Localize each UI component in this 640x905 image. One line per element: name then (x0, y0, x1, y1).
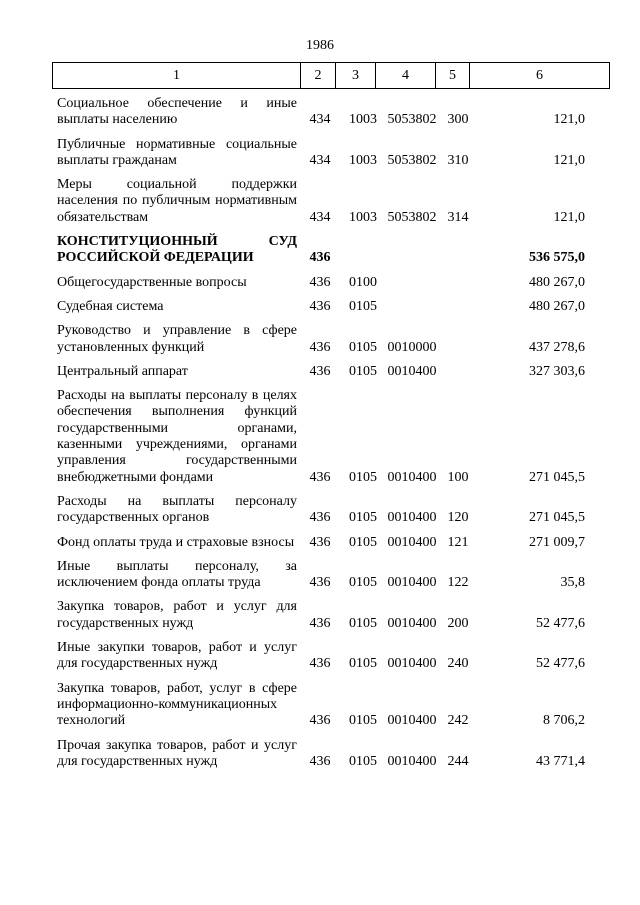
row-section-code: 0105 (349, 534, 377, 550)
row-name: Общегосударственные вопросы (57, 274, 247, 290)
row-ministry-code: 436 (309, 274, 331, 290)
row-section-code: 1003 (349, 152, 377, 168)
row-amount: 121,0 (553, 152, 585, 168)
row-section-code: 0105 (349, 363, 377, 379)
row-target-code: 0010400 (387, 713, 437, 729)
header-col-5: 5 (435, 63, 469, 88)
row-expense-type: 200 (447, 615, 469, 631)
row-section-code: 0105 (349, 615, 377, 631)
row-ministry-code: 434 (309, 112, 331, 128)
row-ministry-code: 436 (309, 250, 331, 266)
row-name: Иные выплаты персоналу, за исключением фонда оплаты труда (57, 558, 297, 591)
table-row (57, 738, 585, 771)
table-row (57, 299, 585, 315)
table-row (57, 96, 585, 129)
row-name: Социальное обеспечение и иные выплаты населению (57, 96, 297, 128)
table-body (57, 96, 585, 778)
row-target-code: 0010400 (387, 753, 437, 769)
row-target-code: 0010400 (387, 469, 437, 485)
row-ministry-code: 436 (309, 469, 331, 485)
table-row (57, 234, 585, 267)
row-target-code: 0010400 (387, 615, 437, 631)
table-row (57, 599, 585, 632)
row-amount: 536 575,0 (529, 250, 585, 266)
row-expense-type: 244 (447, 753, 469, 769)
row-name: Расходы на выплаты персоналу в целях обеспечения выполнения функций государственными органами, казенными учреждениями, органами управления государственными внебюджетными фондами (57, 388, 297, 485)
row-ministry-code: 436 (309, 534, 331, 550)
row-ministry-code: 436 (309, 339, 331, 355)
table-row (57, 275, 585, 291)
row-section-code: 1003 (349, 112, 377, 128)
row-ministry-code: 436 (309, 363, 331, 379)
row-expense-type: 122 (447, 575, 469, 591)
row-expense-type: 310 (447, 152, 469, 168)
row-amount: 437 278,6 (529, 339, 585, 355)
row-ministry-code: 434 (309, 209, 331, 225)
row-amount: 52 477,6 (536, 615, 585, 631)
row-name: Центральный аппарат (57, 363, 188, 379)
header-col-2: 2 (300, 63, 335, 88)
row-amount: 43 771,4 (536, 753, 585, 769)
row-target-code: 0010400 (387, 534, 437, 550)
row-target-code: 5053802 (387, 209, 437, 225)
table-row (57, 388, 585, 486)
row-target-code: 0010000 (387, 339, 437, 355)
table-row (57, 559, 585, 592)
row-target-code: 0010400 (387, 510, 437, 526)
row-name: Иные закупки товаров, работ и услуг для государственных нужд (57, 640, 297, 672)
row-amount: 271 045,5 (529, 510, 585, 526)
row-expense-type: 300 (447, 112, 469, 128)
row-amount: 271 045,5 (529, 469, 585, 485)
page-number: 1986 (306, 38, 334, 53)
row-name: Руководство и управление в сфере установленных функций (57, 323, 297, 355)
table-row (57, 323, 585, 356)
row-amount: 327 303,6 (529, 363, 585, 379)
row-name: Расходы на выплаты персоналу государственных органов (57, 493, 297, 526)
row-section-code: 0105 (349, 510, 377, 526)
row-amount: 8 706,2 (543, 713, 585, 729)
row-target-code: 0010400 (387, 575, 437, 591)
row-amount: 35,8 (560, 575, 585, 591)
row-expense-type: 242 (447, 713, 469, 729)
table-row (57, 137, 585, 170)
row-target-code: 0010400 (387, 363, 437, 379)
row-section-code: 0105 (349, 298, 377, 314)
row-expense-type: 120 (447, 510, 469, 526)
row-ministry-code: 436 (309, 575, 331, 591)
table-row (57, 177, 585, 226)
table-header (52, 62, 610, 89)
row-name: Фонд оплаты труда и страховые взносы (57, 534, 295, 550)
row-ministry-code: 436 (309, 753, 331, 769)
table-row (57, 681, 585, 730)
row-ministry-code: 436 (309, 615, 331, 631)
row-ministry-code: 436 (309, 713, 331, 729)
row-name: Судебная система (57, 298, 164, 314)
row-section-code: 0105 (349, 713, 377, 729)
row-name: Закупка товаров, работ и услуг для государственных нужд (57, 599, 297, 631)
row-ministry-code: 436 (309, 656, 331, 672)
row-expense-type: 121 (447, 534, 469, 550)
table-row (57, 535, 585, 551)
row-ministry-code: 436 (309, 510, 331, 526)
row-section-code: 0105 (349, 469, 377, 485)
row-amount: 271 009,7 (529, 534, 585, 550)
row-section-code: 1003 (349, 209, 377, 225)
row-amount: 480 267,0 (529, 274, 585, 290)
row-section-code: 0105 (349, 339, 377, 355)
row-amount: 52 477,6 (536, 656, 585, 672)
row-expense-type: 240 (447, 656, 469, 672)
row-name: Публичные нормативные социальные выплаты гражданам (57, 136, 297, 168)
table-row (57, 364, 585, 380)
row-expense-type: 314 (447, 209, 469, 225)
header-col-6: 6 (469, 63, 609, 88)
row-section-code: 0105 (349, 575, 377, 591)
row-ministry-code: 434 (309, 152, 331, 168)
row-name: Прочая закупка товаров, работ и услуг для государственных нужд (57, 737, 297, 769)
header-col-4: 4 (375, 63, 435, 88)
table-row (57, 640, 585, 673)
row-section-code: 0105 (349, 656, 377, 672)
row-amount: 121,0 (553, 209, 585, 225)
row-ministry-code: 436 (309, 298, 331, 314)
row-target-code: 0010400 (387, 656, 437, 672)
row-section-code: 0105 (349, 753, 377, 769)
header-col-1: 1 (173, 67, 180, 83)
row-section-code: 0100 (349, 274, 377, 290)
row-expense-type: 100 (447, 469, 469, 485)
row-name: КОНСТИТУЦИОННЫЙ СУД РОССИЙСКОЙ ФЕДЕРАЦИИ (57, 234, 297, 266)
row-name: Меры социальной поддержки населения по публичным нормативным обязательствам (57, 177, 297, 225)
row-target-code: 5053802 (387, 112, 437, 128)
row-amount: 121,0 (553, 112, 585, 128)
row-amount: 480 267,0 (529, 298, 585, 314)
table-row (57, 494, 585, 527)
header-col-3: 3 (335, 63, 375, 88)
row-target-code: 5053802 (387, 152, 437, 168)
row-name: Закупка товаров, работ, услуг в сфере информационно-коммуникационных технологий (57, 680, 297, 729)
